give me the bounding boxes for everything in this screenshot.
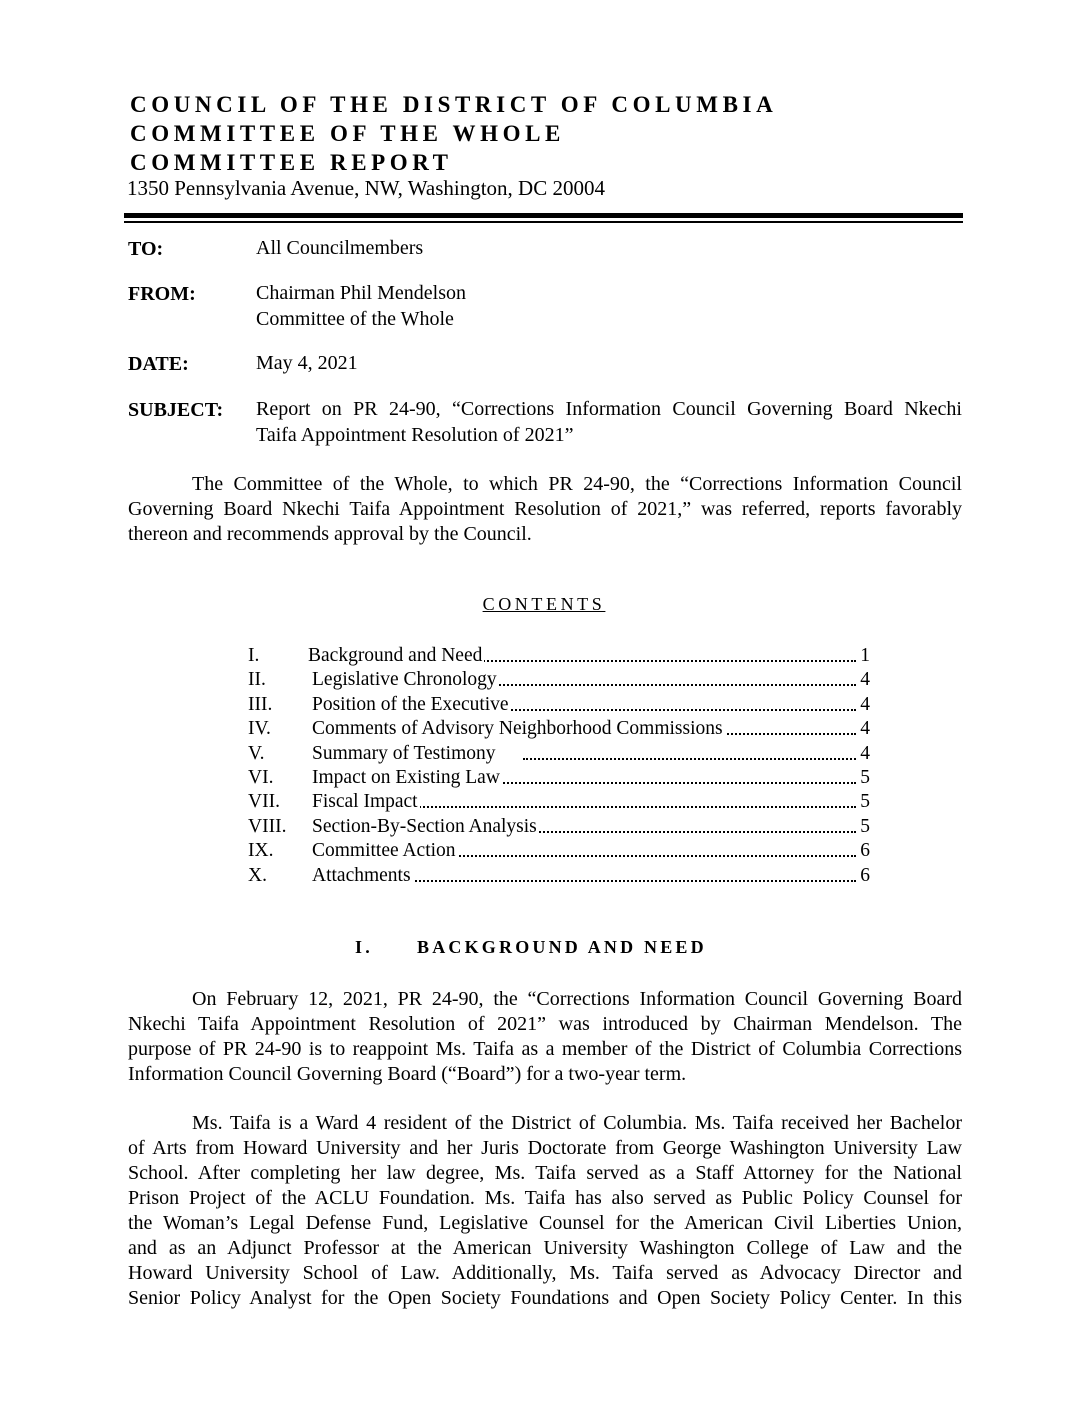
letterhead-committee: COMMITTEE OF THE WHOLE [130, 121, 565, 146]
contents-title-text: CONTENTS [482, 594, 606, 614]
paragraph-line: School. After completing her law degree, Ms. Taifa served as a Staff Attorney for the National [128, 1162, 962, 1184]
toc-item[interactable] [248, 864, 870, 888]
paragraph-line: Nkechi Taifa Appointment Resolution of 2021” was introduced by Chairman Mendelson. The [128, 1013, 962, 1035]
table-of-contents [248, 644, 870, 888]
subject-value-line2: Taifa Appointment Resolution of 2021” [256, 424, 574, 446]
toc-item[interactable] [248, 693, 870, 717]
from-value-committee: Committee of the Whole [256, 308, 454, 330]
toc-title: Background and Need [308, 645, 483, 666]
toc-number: VI. [248, 766, 274, 788]
toc-number: IX. [248, 840, 274, 862]
paragraph-line: Information Council Governing Board (“Board”) for a two-year term. [128, 1063, 687, 1085]
toc-number: VIII. [248, 815, 287, 837]
toc-number: III. [248, 693, 273, 715]
toc-number: VII. [248, 791, 280, 813]
toc-item[interactable] [248, 790, 870, 814]
toc-title: Legislative Chronology [312, 669, 497, 691]
toc-number: IV. [248, 718, 271, 740]
toc-page: 4 [860, 718, 870, 740]
toc-title: Section-By-Section Analysis [312, 815, 537, 837]
background-paragraph-2 [128, 1111, 962, 1311]
toc-page: 5 [860, 815, 870, 837]
toc-page: 4 [860, 669, 870, 691]
toc-item[interactable] [248, 815, 870, 839]
intro-line: The Committee of the Whole, to which PR 24-90, the “Corrections Information Council [192, 473, 962, 495]
letterhead-council: COUNCIL OF THE DISTRICT OF COLUMBIA [130, 92, 778, 117]
toc-item[interactable] [248, 766, 870, 790]
letterhead-report: COMMITTEE REPORT [130, 150, 453, 175]
section-heading [355, 937, 707, 958]
intro-line: thereon and recommends approval by the Council. [128, 523, 532, 545]
paragraph-line: and as an Adjunct Professor at the American University Washington College of Law and the [128, 1237, 962, 1259]
date-label: DATE: [128, 353, 189, 375]
from-label: FROM: [128, 283, 196, 305]
toc-page: 5 [860, 791, 870, 813]
toc-title: Fiscal Impact [312, 791, 418, 813]
from-value-name: Chairman Phil Mendelson [256, 282, 466, 304]
toc-leader [523, 758, 856, 760]
toc-page: 5 [860, 766, 870, 788]
paragraph-line: the Woman’s Legal Defense Fund, Legislative Counsel for the American Civil Liberties Union, [128, 1212, 962, 1234]
toc-title: Impact on Existing Law [312, 766, 500, 788]
toc-title: Summary of Testimony [312, 742, 496, 764]
background-paragraph-1 [128, 987, 962, 1087]
paragraph-line: Howard University School of Law. Additionally, Ms. Taifa served as Advocacy Director and [128, 1262, 962, 1284]
toc-item[interactable] [248, 717, 870, 741]
paragraph-line: Senior Policy Analyst for the Open Society Foundations and Open Society Policy Center. In this [128, 1287, 962, 1309]
toc-item[interactable] [248, 668, 870, 692]
letterhead-address: 1350 Pennsylvania Avenue, NW, Washington, DC 20004 [127, 176, 605, 200]
to-label: TO: [128, 238, 164, 260]
toc-page: 4 [860, 742, 870, 764]
header-rule-thin [124, 221, 963, 223]
contents-title [0, 594, 1088, 615]
toc-number: II. [248, 669, 266, 691]
toc-title: Committee Action [312, 840, 456, 862]
toc-page: 4 [860, 693, 870, 715]
letterhead [130, 90, 777, 177]
toc-page: 1 [860, 645, 870, 666]
toc-item[interactable] [248, 742, 870, 766]
toc-item[interactable] [248, 839, 870, 863]
toc-title: Position of the Executive [312, 693, 509, 715]
subject-value-line1: Report on PR 24-90, “Corrections Information Council Governing Board Nkechi [256, 398, 962, 420]
intro-line: Governing Board Nkechi Taifa Appointment Resolution of 2021,” was referred, reports favorably [128, 498, 962, 520]
paragraph-line: purpose of PR 24-90 is to reappoint Ms. Taifa as a member of the District of Columbia Corrections [128, 1038, 962, 1060]
toc-number: I. [248, 645, 260, 666]
toc-title: Attachments [312, 864, 411, 886]
toc-page: 6 [860, 864, 870, 886]
toc-number: X. [248, 864, 267, 886]
toc-title: Comments of Advisory Neighborhood Commissions [312, 718, 723, 740]
header-rule-thick [124, 213, 963, 218]
section-title: BACKGROUND AND NEED [417, 937, 707, 957]
intro-paragraph [128, 472, 962, 547]
toc-page: 6 [860, 840, 870, 862]
paragraph-line: Prison Project of the ACLU Foundation. Ms. Taifa has also served as Public Policy Counsel for [128, 1187, 962, 1209]
to-value: All Councilmembers [256, 237, 424, 259]
section-number: I. [355, 937, 373, 957]
paragraph-line: Ms. Taifa is a Ward 4 resident of the District of Columbia. Ms. Taifa received her Bachelor [192, 1112, 962, 1134]
toc-number: V. [248, 742, 265, 764]
toc-item[interactable] [248, 644, 870, 668]
paragraph-line: On February 12, 2021, PR 24-90, the “Corrections Information Council Governing Board [192, 988, 962, 1010]
paragraph-line: of Arts from Howard University and her Juris Doctorate from George Washington University Law [128, 1137, 962, 1159]
date-value: May 4, 2021 [256, 352, 358, 374]
subject-label: SUBJECT: [128, 399, 224, 421]
